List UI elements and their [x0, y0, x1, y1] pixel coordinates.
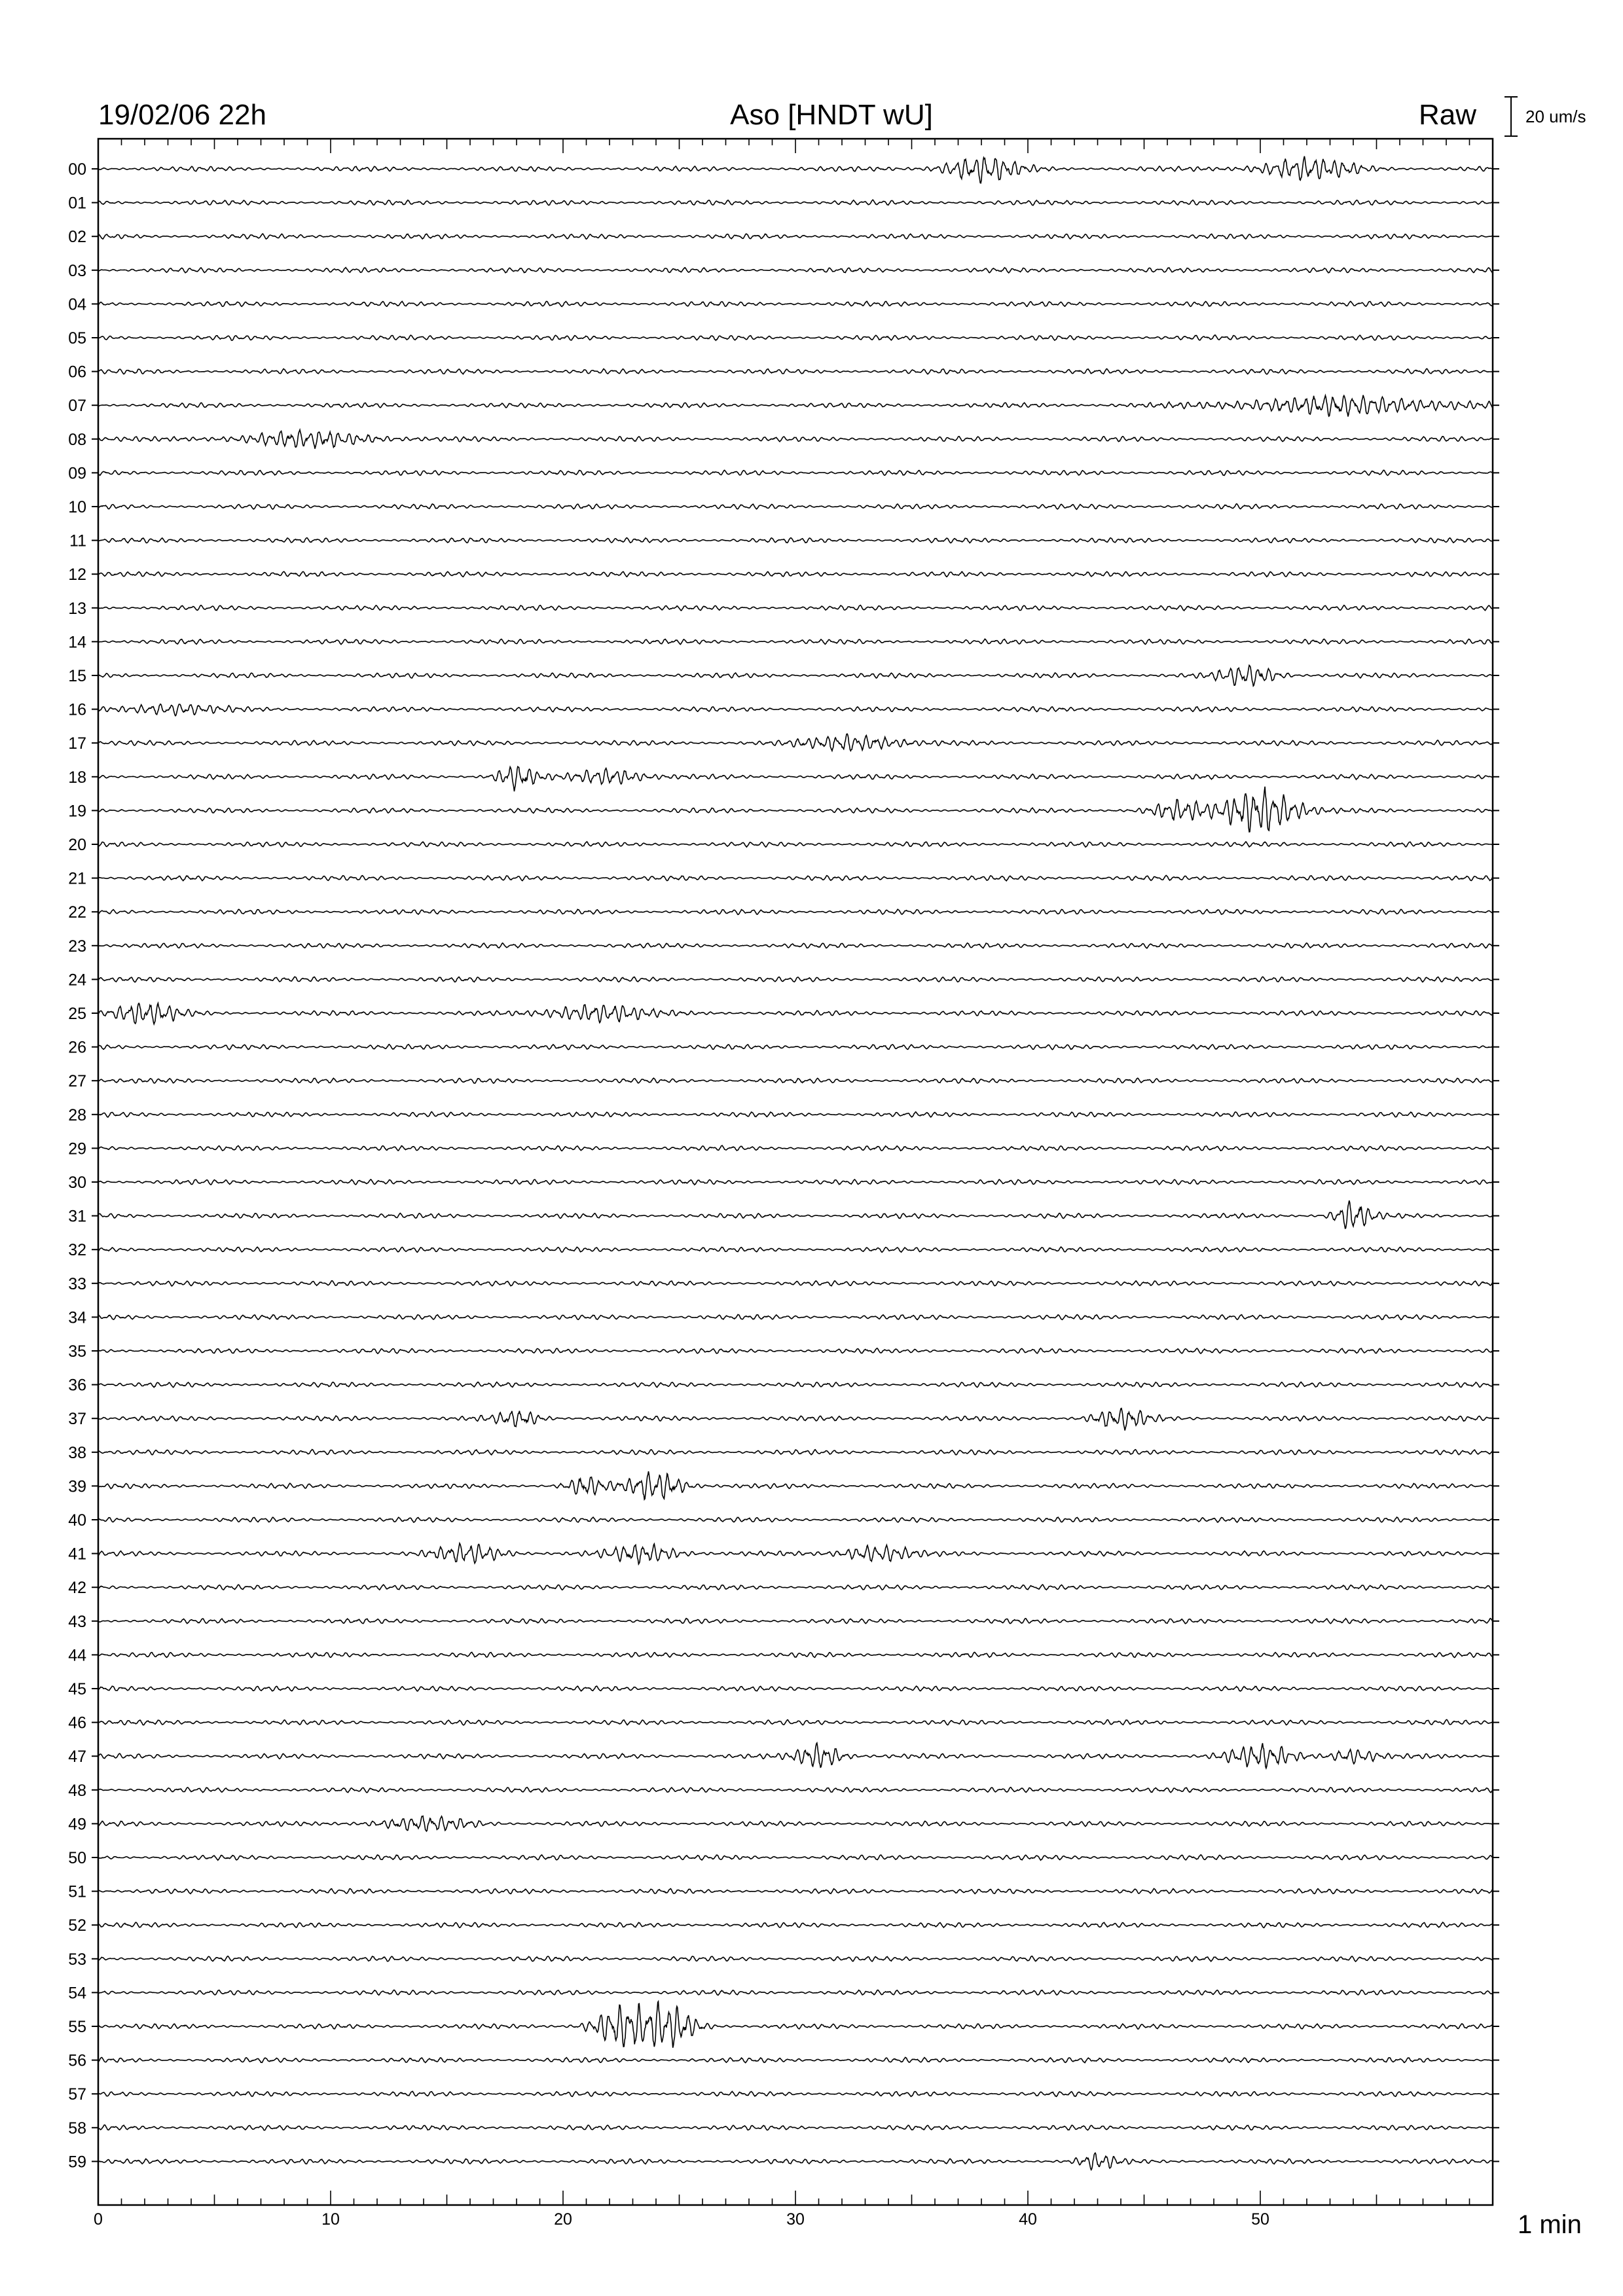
row-label-52: 52	[68, 1916, 86, 1935]
row-label-14: 14	[68, 633, 86, 652]
row-label-31: 31	[68, 1207, 86, 1226]
row-label-50: 50	[68, 1849, 86, 1867]
trace-row-53	[98, 1956, 1493, 1962]
trace-row-09	[98, 470, 1493, 475]
row-label-32: 32	[68, 1241, 86, 1260]
trace-row-57	[98, 2091, 1493, 2096]
row-label-55: 55	[68, 2018, 86, 2036]
x-tick-labels-group	[94, 2210, 1269, 2229]
row-label-30: 30	[68, 1174, 86, 1192]
traces-group	[98, 156, 1493, 2170]
row-label-35: 35	[68, 1342, 86, 1361]
trace-row-58	[98, 2125, 1493, 2130]
row-label-19: 19	[68, 802, 86, 821]
plot-frame	[98, 139, 1493, 2205]
time-unit-label: 1 min	[1518, 2210, 1582, 2239]
row-label-33: 33	[68, 1274, 86, 1293]
row-label-02: 02	[68, 228, 86, 247]
trace-row-40	[98, 1517, 1493, 1522]
trace-row-03	[98, 268, 1493, 273]
row-label-46: 46	[68, 1713, 86, 1732]
row-label-42: 42	[68, 1579, 86, 1598]
row-label-49: 49	[68, 1815, 86, 1834]
x-tick-label-20: 20	[554, 2210, 572, 2229]
trace-row-01	[98, 200, 1493, 205]
trace-row-49	[98, 1816, 1493, 1831]
trace-row-32	[98, 1247, 1493, 1252]
trace-row-13	[98, 605, 1493, 611]
row-label-51: 51	[68, 1882, 86, 1901]
trace-row-43	[98, 1619, 1493, 1624]
x-tick-label-0: 0	[94, 2210, 103, 2229]
row-label-22: 22	[68, 903, 86, 922]
trace-row-04	[98, 301, 1493, 306]
trace-row-08	[98, 430, 1493, 449]
trace-row-10	[98, 504, 1493, 510]
row-label-08: 08	[68, 430, 86, 449]
trace-row-12	[98, 571, 1493, 577]
trace-row-48	[98, 1787, 1493, 1793]
trace-row-28	[98, 1112, 1493, 1117]
x-tick-label-40: 40	[1019, 2210, 1037, 2229]
row-label-27: 27	[68, 1072, 86, 1091]
row-label-12: 12	[68, 565, 86, 584]
row-label-58: 58	[68, 2119, 86, 2138]
x-tick-label-50: 50	[1251, 2210, 1269, 2229]
row-label-26: 26	[68, 1038, 86, 1057]
row-label-39: 39	[68, 1477, 86, 1496]
trace-row-36	[98, 1382, 1493, 1388]
row-label-45: 45	[68, 1680, 86, 1698]
trace-row-23	[98, 943, 1493, 948]
trace-row-56	[98, 2057, 1493, 2062]
row-label-57: 57	[68, 2085, 86, 2104]
row-label-13: 13	[68, 599, 86, 618]
row-label-21: 21	[68, 869, 86, 888]
row-label-36: 36	[68, 1376, 86, 1395]
row-label-44: 44	[68, 1646, 86, 1665]
trace-row-16	[98, 704, 1493, 716]
row-label-23: 23	[68, 937, 86, 956]
trace-row-00	[98, 156, 1493, 183]
row-label-11: 11	[69, 531, 86, 550]
trace-row-15	[98, 665, 1493, 686]
trace-row-46	[98, 1719, 1493, 1725]
trace-row-45	[98, 1686, 1493, 1691]
row-label-24: 24	[68, 971, 86, 990]
row-label-09: 09	[68, 464, 86, 483]
trace-row-59	[98, 2153, 1493, 2170]
row-label-28: 28	[68, 1105, 86, 1124]
trace-row-26	[98, 1045, 1493, 1050]
trace-row-50	[98, 1855, 1493, 1860]
trace-row-20	[98, 842, 1493, 847]
row-label-01: 01	[68, 194, 86, 213]
row-label-15: 15	[68, 667, 86, 685]
trace-row-22	[98, 909, 1493, 914]
row-labels-group	[68, 160, 86, 2171]
row-label-38: 38	[68, 1443, 86, 1462]
trace-row-27	[98, 1078, 1493, 1083]
trace-row-42	[98, 1585, 1493, 1590]
trace-row-38	[98, 1450, 1493, 1455]
trace-row-29	[98, 1145, 1493, 1151]
row-label-54: 54	[68, 1984, 86, 2003]
row-label-17: 17	[68, 734, 86, 753]
mode-label: Raw	[1418, 99, 1476, 131]
trace-row-41	[98, 1543, 1493, 1564]
row-label-25: 25	[68, 1005, 86, 1023]
trace-row-19	[98, 787, 1493, 832]
trace-row-14	[98, 639, 1493, 644]
tick-marks-group	[92, 139, 1499, 2205]
row-label-05: 05	[68, 329, 86, 348]
row-label-47: 47	[68, 1748, 86, 1767]
trace-row-21	[98, 876, 1493, 881]
trace-row-30	[98, 1179, 1493, 1185]
row-label-37: 37	[68, 1410, 86, 1429]
trace-row-33	[98, 1281, 1493, 1286]
row-label-00: 00	[68, 160, 86, 179]
row-label-34: 34	[68, 1308, 86, 1327]
trace-row-05	[98, 335, 1493, 340]
trace-row-07	[98, 395, 1493, 417]
trace-row-24	[98, 977, 1493, 982]
amplitude-scale-bar	[1504, 97, 1518, 136]
trace-row-35	[98, 1348, 1493, 1354]
row-label-43: 43	[68, 1612, 86, 1631]
row-label-48: 48	[68, 1781, 86, 1800]
row-label-03: 03	[68, 261, 86, 280]
row-label-59: 59	[68, 2153, 86, 2172]
row-label-16: 16	[68, 700, 86, 719]
trace-row-34	[98, 1314, 1493, 1319]
row-label-53: 53	[68, 1950, 86, 1969]
trace-row-37	[98, 1408, 1493, 1431]
scale-label: 20 um/s	[1525, 107, 1586, 126]
trace-row-25	[98, 1003, 1493, 1024]
x-tick-label-30: 30	[786, 2210, 805, 2229]
trace-row-02	[98, 234, 1493, 239]
trace-row-47	[98, 1743, 1493, 1768]
trace-row-11	[98, 538, 1493, 543]
trace-row-39	[98, 1471, 1493, 1499]
row-label-40: 40	[68, 1511, 86, 1530]
row-label-56: 56	[68, 2051, 86, 2070]
row-label-04: 04	[68, 295, 86, 314]
row-label-10: 10	[68, 498, 86, 516]
row-label-41: 41	[68, 1545, 86, 1564]
row-label-07: 07	[68, 397, 86, 416]
trace-row-51	[98, 1889, 1493, 1894]
trace-row-54	[98, 1990, 1493, 1996]
chart-title: Aso [HNDT wU]	[730, 99, 933, 131]
trace-row-31	[98, 1200, 1493, 1229]
trace-row-44	[98, 1652, 1493, 1657]
x-tick-label-10: 10	[321, 2210, 340, 2229]
trace-row-52	[98, 1922, 1493, 1928]
trace-row-06	[98, 368, 1493, 374]
trace-row-17	[98, 734, 1493, 751]
chart-datetime: 19/02/06 22h	[98, 99, 266, 131]
trace-row-18	[98, 766, 1493, 791]
row-label-29: 29	[68, 1139, 86, 1158]
row-label-20: 20	[68, 836, 86, 854]
trace-row-55	[98, 2001, 1493, 2048]
row-label-06: 06	[68, 363, 86, 382]
row-label-18: 18	[68, 768, 86, 787]
